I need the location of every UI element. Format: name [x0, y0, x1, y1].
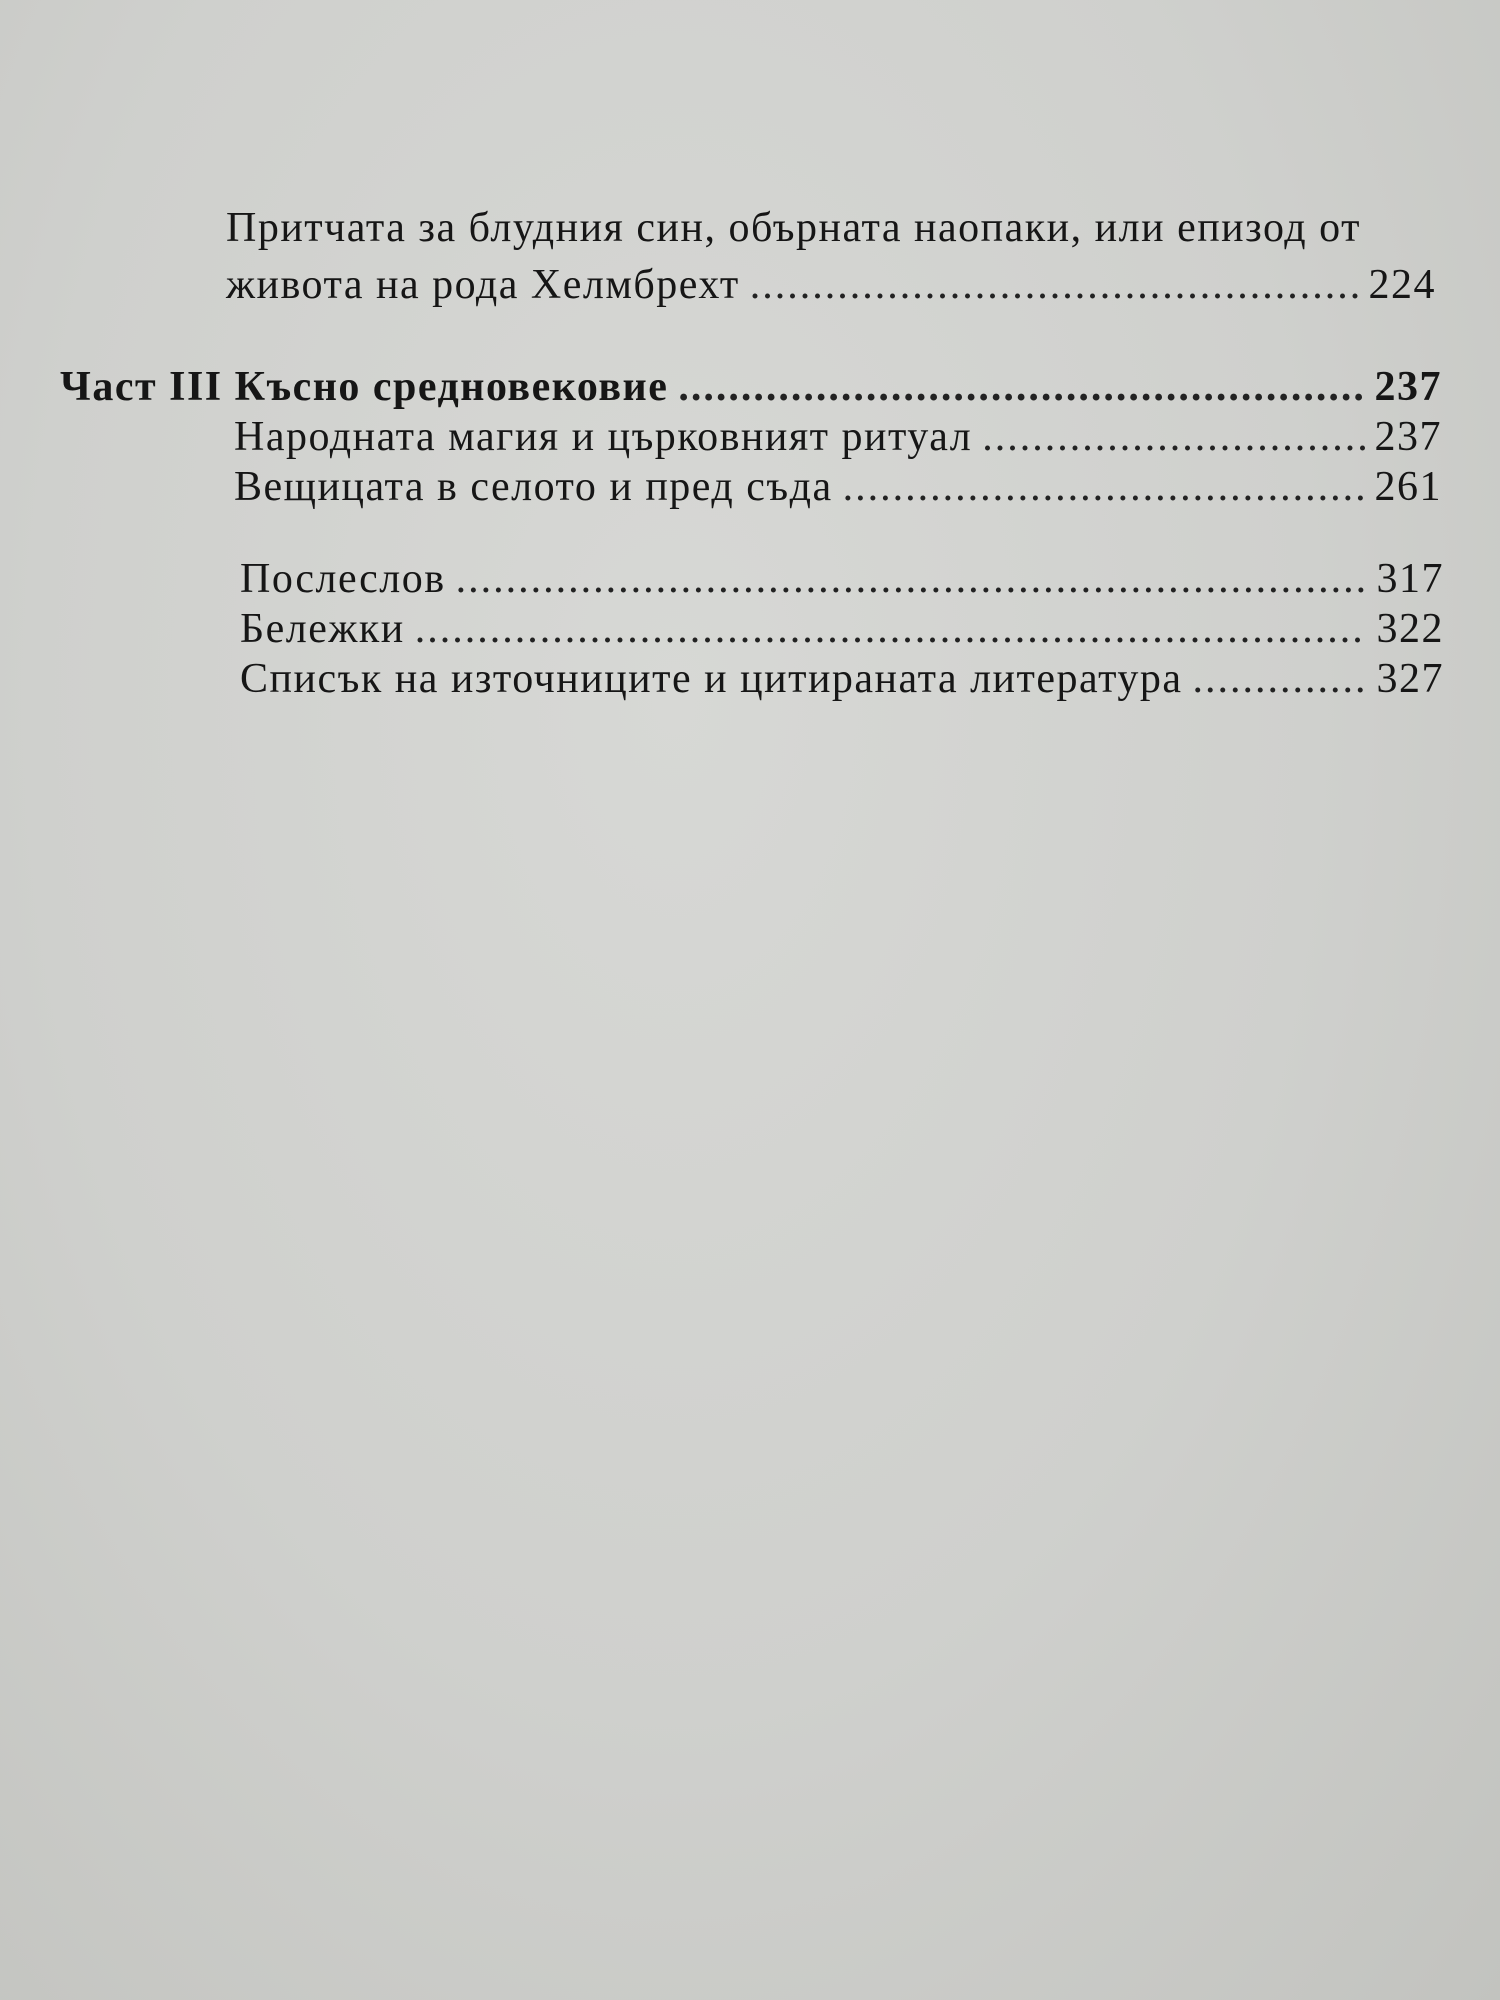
toc-page-number: 237 [1374, 414, 1442, 460]
dot-leader [750, 259, 1359, 311]
toc-entry-title: Списък на източниците и цитираната литература [240, 656, 1183, 702]
dot-leader [982, 411, 1364, 463]
toc-entry-title: живота на рода Хелмбрехт [226, 262, 740, 308]
dot-leader [1193, 653, 1367, 705]
toc-entry-afterword [240, 553, 1444, 605]
dot-leader [415, 603, 1367, 655]
dot-leader [843, 461, 1365, 513]
toc-page-number: 261 [1374, 464, 1442, 510]
toc-part-3 [60, 361, 1442, 413]
toc-part-title: Част III Късно средновековие [60, 364, 669, 410]
toc-page-number: 322 [1376, 606, 1444, 652]
toc-entry-helmbrecht-line1: Притчата за блудния син, обърната наопаки, или епизод от [226, 205, 1361, 251]
toc-entry-bibliography [240, 653, 1444, 705]
toc-page-number: 327 [1376, 656, 1444, 702]
toc-entry-title: Вещицата в селото и пред съда [234, 464, 833, 510]
dot-leader [456, 553, 1367, 605]
toc-entry-helmbrecht [226, 259, 1436, 311]
toc-entry-notes [240, 603, 1444, 655]
toc-page-number: 317 [1376, 556, 1444, 602]
dot-leader [678, 361, 1364, 413]
toc-entry-witch [234, 461, 1442, 513]
toc-page-number: 237 [1374, 364, 1442, 410]
toc-entry-title: Послеслов [240, 556, 446, 602]
toc-entry-folk-magic [234, 411, 1442, 463]
toc-entry-title: Бележки [240, 606, 405, 652]
toc-page-number: 224 [1368, 262, 1436, 308]
toc-entry-title: Народната магия и църковният ритуал [234, 414, 973, 460]
